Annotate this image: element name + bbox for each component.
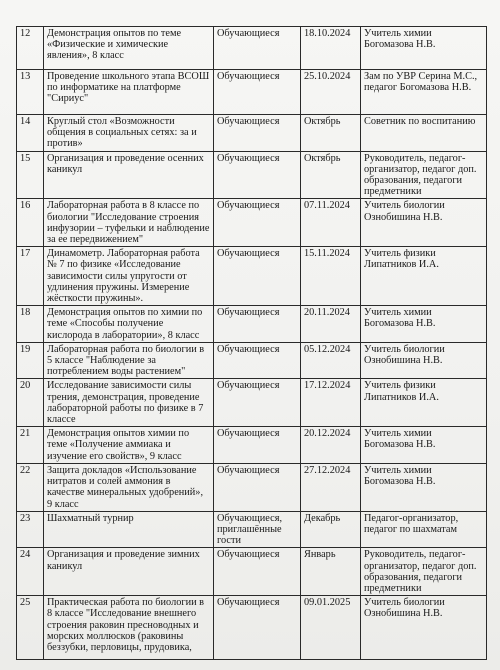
event-date: 05.12.2024: [301, 342, 361, 379]
event-date: 17.12.2024: [301, 379, 361, 427]
row-number: 21: [17, 427, 44, 464]
table-row: [17, 27, 487, 70]
event-name: Практическая работа по биологии в 8 классе "Исследование внешнего строения раковин пресноводных и морских моллюсков (раковины беззубки, перловицы, прудовика,: [44, 596, 214, 660]
table-row: [17, 596, 487, 660]
event-name: Демонстрация опытов по теме «Физические и химические явления», 8 класс: [44, 27, 214, 70]
table-row: [17, 115, 487, 152]
responsible: Учитель физики Липатников И.А.: [361, 247, 487, 306]
event-date: 18.10.2024: [301, 27, 361, 70]
row-number: 15: [17, 151, 44, 199]
row-number: 25: [17, 596, 44, 660]
row-number: 18: [17, 306, 44, 343]
event-date: Январь: [301, 548, 361, 596]
responsible: Педагог-организатор, педагог по шахматам: [361, 511, 487, 548]
event-name: Шахматный турнир: [44, 511, 214, 548]
event-name: Организация и проведение осенних каникул: [44, 151, 214, 199]
table-row: [17, 463, 487, 511]
event-name: Защита докладов «Использование нитратов и солей аммония в качестве минеральных удобрений», 9 класс: [44, 463, 214, 511]
participants: Обучающиеся: [214, 115, 301, 152]
table-row: [17, 247, 487, 306]
row-number: 14: [17, 115, 44, 152]
event-name: Организация и проведение зимних каникул: [44, 548, 214, 596]
participants: Обучающиеся: [214, 342, 301, 379]
event-date: 25.10.2024: [301, 70, 361, 115]
participants: Обучающиеся: [214, 151, 301, 199]
event-date: 07.11.2024: [301, 199, 361, 247]
table-row: [17, 379, 487, 427]
responsible: Учитель химии Богомазова Н.В.: [361, 306, 487, 343]
responsible: Учитель химии Богомазова Н.В.: [361, 427, 487, 464]
event-name: Демонстрация опытов по химии по теме «Способы получение кислорода в лаборатории», 8 класс: [44, 306, 214, 343]
participants: Обучающиеся: [214, 27, 301, 70]
events-table: [16, 26, 487, 660]
event-name: Демонстрация опытов химии по теме «Получение аммиака и изучение его свойств», 9 класс: [44, 427, 214, 464]
table-row: [17, 151, 487, 199]
event-date: 27.12.2024: [301, 463, 361, 511]
table-row: [17, 199, 487, 247]
participants: Обучающиеся: [214, 247, 301, 306]
table-row: [17, 427, 487, 464]
table-row: [17, 342, 487, 379]
participants: Обучающиеся: [214, 379, 301, 427]
event-date: 20.12.2024: [301, 427, 361, 464]
event-date: Октябрь: [301, 115, 361, 152]
responsible: Зам по УВР Серина М.С., педагог Богомазова Н.В.: [361, 70, 487, 115]
responsible: Руководитель, педагог-организатор, педагог доп. образования, педагоги предметники: [361, 151, 487, 199]
table-row: [17, 306, 487, 343]
responsible: Учитель химии Богомазова Н.В.: [361, 27, 487, 70]
event-date: 20.11.2024: [301, 306, 361, 343]
participants: Обучающиеся, приглашённые гости: [214, 511, 301, 548]
participants: Обучающиеся: [214, 463, 301, 511]
row-number: 19: [17, 342, 44, 379]
row-number: 17: [17, 247, 44, 306]
responsible: Учитель биологии Ознобишина Н.В.: [361, 596, 487, 660]
participants: Обучающиеся: [214, 306, 301, 343]
event-name: Круглый стол «Возможности общения в социальных сетях: за и против»: [44, 115, 214, 152]
event-name: Динамометр. Лабораторная работа № 7 по физике «Исследование зависимости силы упругости от удлинения пружины. Измерение жёсткости пружины».: [44, 247, 214, 306]
responsible: Советник по воспитанию: [361, 115, 487, 152]
event-date: Декабрь: [301, 511, 361, 548]
event-date: 09.01.2025: [301, 596, 361, 660]
event-name: Проведение школьного этапа ВСОШ по информатике на платформе "Сириус": [44, 70, 214, 115]
event-name: Лабораторная работа в 8 классе по биологии "Исследование строения инфузории – туфельки и наблюдение за ее передвижением": [44, 199, 214, 247]
responsible: Руководитель, педагог-организатор, педагог доп. образования, педагоги предметники: [361, 548, 487, 596]
row-number: 23: [17, 511, 44, 548]
event-date: 15.11.2024: [301, 247, 361, 306]
event-date: Октябрь: [301, 151, 361, 199]
row-number: 13: [17, 70, 44, 115]
responsible: Учитель биологии Ознобишина Н.В.: [361, 199, 487, 247]
events-table-body: [17, 27, 487, 660]
participants: Обучающиеся: [214, 427, 301, 464]
responsible: Учитель физики Липатников И.А.: [361, 379, 487, 427]
participants: Обучающиеся: [214, 199, 301, 247]
table-row: [17, 548, 487, 596]
participants: Обучающиеся: [214, 596, 301, 660]
event-name: Исследование зависимости силы трения, демонстрация, проведение лабораторной работы по физике в 7 классе: [44, 379, 214, 427]
participants: Обучающиеся: [214, 70, 301, 115]
row-number: 16: [17, 199, 44, 247]
row-number: 22: [17, 463, 44, 511]
event-name: Лабораторная работа по биологии в 5 классе "Наблюдение за потреблением воды растением": [44, 342, 214, 379]
table-row: [17, 70, 487, 115]
row-number: 24: [17, 548, 44, 596]
row-number: 12: [17, 27, 44, 70]
table-row: [17, 511, 487, 548]
participants: Обучающиеся: [214, 548, 301, 596]
responsible: Учитель химии Богомазова Н.В.: [361, 463, 487, 511]
responsible: Учитель биологии Ознобишина Н.В.: [361, 342, 487, 379]
row-number: 20: [17, 379, 44, 427]
